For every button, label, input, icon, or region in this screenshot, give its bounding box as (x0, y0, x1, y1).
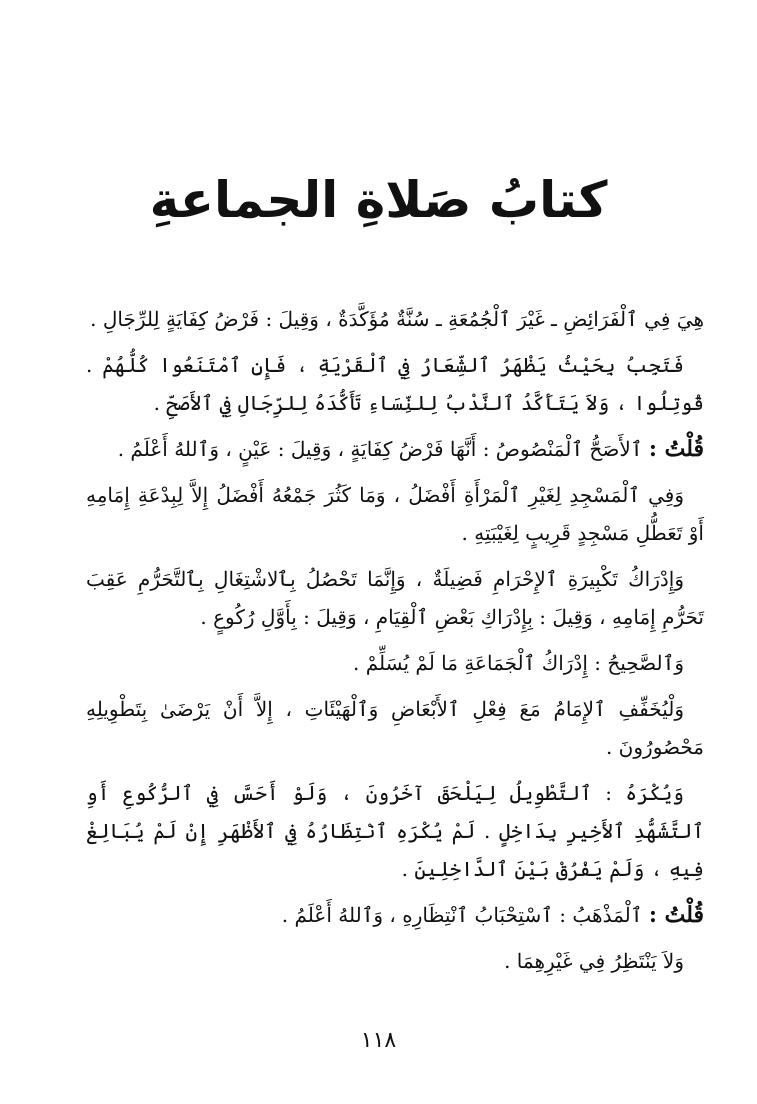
paragraph-text: وَٱلصَّحِيحُ : إِدْرَاكُ ٱلْجَمَاعَةِ مَا لَمْ يُسَلِّمْ . (352, 651, 684, 675)
paragraph-2 (86, 346, 704, 422)
body-text (86, 300, 704, 988)
paragraph-3 (86, 430, 704, 468)
paragraph-4 (86, 476, 704, 552)
paragraph-7 (86, 690, 704, 766)
paragraph-label: قُلْتُ : (648, 902, 704, 928)
paragraph-text: وَلْيُخَفِّفِ ٱلإِمَامُ مَعَ فِعْلِ ٱلأَبْعَاضِ وَٱلْهَيْئَاتِ ، إِلاَّ أَنْ يَرْضَىٰ بِتَطْوِيلِهِ مَحْصُورُونَ . (86, 697, 704, 759)
paragraph-6 (86, 644, 704, 682)
paragraph-text: ٱلْمَذْهَبُ : ٱسْتِحْبَابُ ٱنْتِظَارِهِ ، وَٱللهُ أَعْلَمُ . (281, 903, 643, 927)
page-number: ١١٨ (360, 1028, 397, 1053)
paragraph-label: قُلْتُ : (648, 436, 704, 462)
paragraph-text: وَفِي ٱلْمَسْجِدِ لِغَيْرِ ٱلْمَرْأَةِ أَفْضَلُ ، وَمَا كَثُرَ جَمْعُهُ أَفْضَلُ إِلاَّ لِبِدْعَةِ إِمَامِهِ أَوْ تَعَطُّلِ مَسْجِدٍ قَرِيبٍ لِغَيْبَتِهِ . (86, 483, 704, 545)
paragraph-text: وَيُكْرَهُ : ٱلتَّطْوِيلُ لِيَلْحَقَ آخَرُونَ ، وَلَوْ أَحَسَّ فِي ٱلرُّكُوعِ أَوِ ٱلتَّشَهُّدِ ٱلأَخِيرِ بِدَاخِلٍ . لَمْ يُكْرَهِ ٱنْتِظَارُهُ فِي ٱلأَظْهَرِ إِنْ لَمْ يُبَالِغْ فِيهِ ، وَلَمْ يَفْرُقْ بَيْنَ ٱلدَّاخِلِينَ . (86, 781, 704, 881)
paragraph-text: ٱلأَصَحُّ ٱلْمَنْصُوصُ : أَنَّهَا فَرْضُ كِفَايَةٍ ، وَقِيلَ : عَيْنٍ ، وَٱللهُ أَعْلَمُ . (117, 437, 643, 461)
paragraph-1 (86, 300, 704, 338)
paragraph-10 (86, 942, 704, 980)
paragraph-8 (86, 774, 704, 888)
chapter-title: كتابُ صَلاةِ الجماعةِ (149, 171, 608, 229)
paragraph-text: هِيَ فِي ٱلْفَرَائِضِ ـ غَيْرَ ٱلْجُمُعَةِ ـ سُنَّةٌ مُؤَكَّدَةٌ ، وَقِيلَ : فَرْضُ كِفَايَةٍ لِلرِّجَالِ . (90, 307, 704, 331)
paragraph-text: وَإِدْرَاكُ تَكْبِيرَةِ ٱلإِحْرَامِ فَضِيلَةٌ ، وَإِنَّمَا تَحْصُلُ بِٱلاشْتِغَالِ بِٱلتَّحَرُّمِ عَقِبَ تَحَرُّمِ إِمَامِهِ ، وَقِيلَ : بِإِدْرَاكِ بَعْضِ ٱلْقِيَامِ ، وَقِيلَ : بِأَوَّلِ رُكُوعٍ . (86, 567, 704, 629)
paragraph-text: وَلاَ يَنْتَظِرُ فِي غَيْرِهِمَا . (504, 949, 684, 973)
paragraph-9 (86, 896, 704, 934)
paragraph-5 (86, 560, 704, 636)
paragraph-text: فَتَجِبُ بِحَيْثُ يَظْهَرُ ٱلشِّعَارُ فِي ٱلْقَرْيَةِ ، فَإِنِ ٱمْتَنَعُوا كُلُّهُمْ . قُوتِلُوا ، وَلاَ يَتَأَكَّدُ ٱلنَّدْبُ لِلنِّسَاءِ تَأَكُّدَهُ لِلرِّجَالِ فِي ٱلأَصَحِّ . (86, 353, 704, 415)
